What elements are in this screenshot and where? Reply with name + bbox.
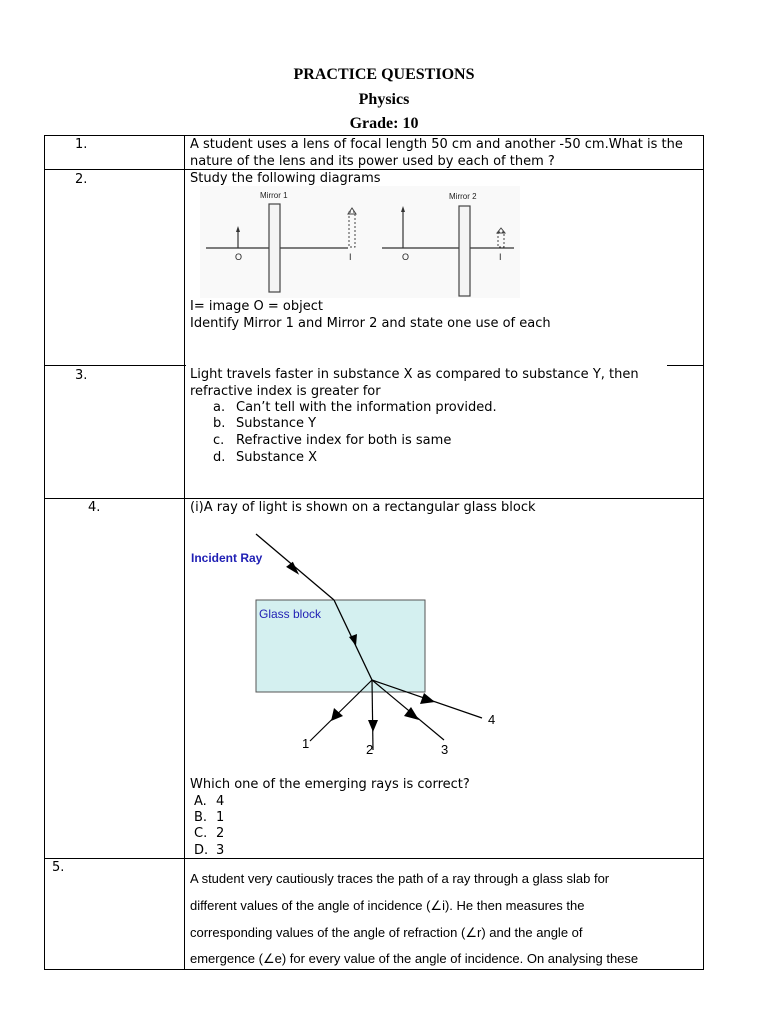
question-text-line: emergence (∠e) for every value of the angle of incidence. On analysing these xyxy=(190,951,639,966)
mirror-2-label: Mirror 2 xyxy=(449,192,477,201)
option-text: Can’t tell with the information provided. xyxy=(236,400,497,415)
option-text: 3 xyxy=(216,843,225,858)
question-prompt: Identify Mirror 1 and Mirror 2 and state one use of each xyxy=(190,316,551,331)
question-text-line: corresponding values of the angle of refraction (∠r) and the angle of xyxy=(190,925,583,940)
table-border-top xyxy=(44,135,704,136)
diagram-legend: I= image O = object xyxy=(190,299,323,314)
object-label: O xyxy=(402,252,410,262)
document-subject: Physics xyxy=(358,91,410,108)
question-number: 1. xyxy=(75,137,88,152)
question-text-line: different values of the angle of incidence (∠i). He then measures the xyxy=(190,898,585,913)
row-divider xyxy=(44,365,186,366)
object-label: O xyxy=(235,252,243,262)
option-text: Substance X xyxy=(236,450,318,465)
ray-label-1: 1 xyxy=(302,736,310,751)
question-text: Light travels faster in substance X as compared to substance Y, then refractive index is greater for xyxy=(190,367,639,399)
question-text-line: A student very cautiously traces the path of a ray through a glass slab for xyxy=(190,871,610,886)
table-border-bottom xyxy=(44,969,704,970)
glass-block-diagram xyxy=(186,520,506,760)
ray-label-3: 3 xyxy=(441,742,449,757)
question-prompt: Which one of the emerging rays is correct? xyxy=(190,777,470,792)
question-number: 5. xyxy=(52,860,65,875)
option-key: d. xyxy=(213,450,226,465)
document-grade: Grade: 10 xyxy=(349,115,419,132)
mirror-1-label: Mirror 1 xyxy=(260,191,288,200)
row-divider xyxy=(667,365,704,366)
document-title: PRACTICE QUESTIONS xyxy=(293,66,475,83)
option-text: 2 xyxy=(216,826,225,841)
option-key: a. xyxy=(213,400,226,415)
option-key: A. xyxy=(194,794,207,809)
option-text: Refractive index for both is same xyxy=(236,433,452,448)
option-text: 4 xyxy=(216,794,225,809)
row-divider xyxy=(44,858,704,859)
option-key: B. xyxy=(194,810,208,825)
question-number: 2. xyxy=(75,172,88,187)
question-number: 4. xyxy=(88,500,101,515)
glass-block-label: Glass block xyxy=(259,607,322,621)
column-divider xyxy=(184,135,185,969)
mirror-2-shape xyxy=(459,206,470,296)
row-divider xyxy=(44,498,704,499)
question-text: A student uses a lens of focal length 50 cm and another -50 cm.What is the nature of the lens and its power used by each of them ? xyxy=(190,137,683,169)
option-key: D. xyxy=(194,843,209,858)
image-label: I xyxy=(349,252,352,262)
mirror-diagram xyxy=(200,186,520,298)
question-text: Study the following diagrams xyxy=(190,171,381,186)
table-border-left xyxy=(44,135,45,969)
table-border-right xyxy=(703,135,704,969)
ray-label-2: 2 xyxy=(366,742,374,757)
option-key: b. xyxy=(213,416,226,431)
option-text: Substance Y xyxy=(236,416,317,431)
incident-ray-label: Incident Ray xyxy=(191,551,263,565)
option-key: c. xyxy=(213,433,225,448)
mirror-1-shape xyxy=(269,204,280,292)
option-key: C. xyxy=(194,826,208,841)
ray-label-4: 4 xyxy=(488,712,496,727)
option-text: 1 xyxy=(216,810,225,825)
question-number: 3. xyxy=(75,368,88,383)
image-label: I xyxy=(499,252,502,262)
question-text: (i)A ray of light is shown on a rectangular glass block xyxy=(190,500,536,515)
